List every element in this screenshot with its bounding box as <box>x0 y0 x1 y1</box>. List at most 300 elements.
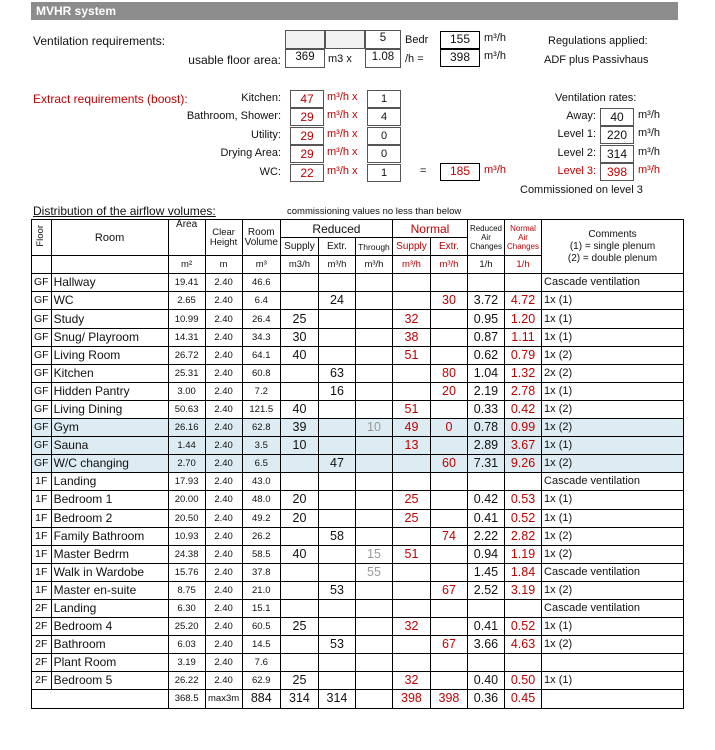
reduced-extract-cell <box>318 672 355 690</box>
per-hour-label: /h = <box>405 53 424 65</box>
normal-extract-cell: 80 <box>430 364 467 382</box>
area-cell: 8.75 <box>168 581 205 599</box>
normal-ach-cell <box>504 599 541 617</box>
height-cell: 2.40 <box>205 328 242 346</box>
room-volume-header: Room Volume <box>242 220 280 256</box>
area-cell: 24.38 <box>168 545 205 563</box>
table-row <box>32 545 684 563</box>
height-cell: 2.40 <box>205 310 242 328</box>
extract-rate-value: 47 <box>290 90 324 108</box>
through-cell <box>355 292 392 310</box>
normal-supply-cell <box>392 654 430 672</box>
rate-level-unit: m³/h <box>638 164 660 177</box>
through-cell <box>355 527 392 545</box>
extract-room-label: WC: <box>259 165 281 178</box>
reduced-supply-cell: 25 <box>280 618 318 636</box>
unit-normal-extr: m³/h <box>430 256 467 274</box>
floor-cell: GF <box>32 400 52 418</box>
area-cell: 26.22 <box>168 672 205 690</box>
area-cell: 26.72 <box>168 346 205 364</box>
volume-cell: 6.4 <box>242 292 280 310</box>
reduced-supply-cell: 40 <box>280 545 318 563</box>
normal-ach-cell <box>504 473 541 491</box>
extract-count-value: 0 <box>367 145 401 163</box>
reduced-extract-cell <box>318 563 355 581</box>
table-row <box>32 636 684 654</box>
height-cell: 2.40 <box>205 672 242 690</box>
total-normal-supply-cell: 398 <box>392 690 430 708</box>
reduced-supply-cell <box>280 274 318 292</box>
room-name-cell: Living Room <box>51 346 168 364</box>
reduced-supply-cell <box>280 636 318 654</box>
comments-title: Comments <box>588 228 637 240</box>
comment-cell: 1x (2) <box>542 545 684 563</box>
reduced-supply-cell <box>280 455 318 473</box>
total-area-cell: 368.5 <box>168 690 205 708</box>
table-row <box>32 618 684 636</box>
volume-cell: 43.0 <box>242 473 280 491</box>
volume-cell: 46.6 <box>242 274 280 292</box>
bedrooms-value: 5 <box>365 30 401 49</box>
normal-ach-header: Normal Air Changes <box>504 220 541 256</box>
reduced-supply-cell <box>280 581 318 599</box>
table-row <box>32 364 684 382</box>
rate-level-value: 398 <box>600 163 634 181</box>
volume-cell: 26.2 <box>242 527 280 545</box>
room-name-cell: Landing <box>51 473 168 491</box>
unit-normal-ach: 1/h <box>504 256 541 274</box>
floor-cell: 2F <box>32 672 52 690</box>
extract-count-value: 1 <box>367 90 401 108</box>
normal-extract-cell <box>430 672 467 690</box>
through-cell <box>355 400 392 418</box>
room-name-cell: Walk in Wardobe <box>51 563 168 581</box>
volume-cell: 64.1 <box>242 346 280 364</box>
normal-extract-cell <box>430 437 467 455</box>
normal-supply-cell <box>392 292 430 310</box>
height-cell: 2.40 <box>205 473 242 491</box>
total-height-cell: max3m <box>205 690 242 708</box>
unit-extr: m³/h <box>318 256 355 274</box>
normal-extract-cell <box>430 400 467 418</box>
comment-cell: 1x (1) <box>542 328 684 346</box>
through-cell <box>355 654 392 672</box>
height-cell: 2.40 <box>205 382 242 400</box>
extract-room-label: Kitchen: <box>241 92 281 104</box>
through-cell <box>355 437 392 455</box>
reduced-extract-cell <box>318 400 355 418</box>
normal-extract-cell <box>430 654 467 672</box>
total-normal-ach-cell: 0.45 <box>504 690 541 708</box>
reduced-supply-cell: 40 <box>280 346 318 364</box>
floor-cell: 1F <box>32 527 52 545</box>
units-room <box>51 256 168 274</box>
height-cell: 2.40 <box>205 346 242 364</box>
height-cell: 2.40 <box>205 563 242 581</box>
area-cell: 17.93 <box>168 473 205 491</box>
reduced-extract-cell: 16 <box>318 382 355 400</box>
total-normal-extract-cell: 398 <box>430 690 467 708</box>
reduced-ach-cell: 2.52 <box>467 581 504 599</box>
normal-supply-cell <box>392 563 430 581</box>
comment-cell: Cascade ventilation <box>542 473 684 491</box>
table-row <box>32 599 684 617</box>
normal-supply-cell: 51 <box>392 400 430 418</box>
extract-requirements-label: Extract requirements (boost): <box>33 92 188 106</box>
extract-rate-unit: m³/h x <box>327 164 358 177</box>
reduced-ach-cell: 0.41 <box>467 618 504 636</box>
table-row <box>32 437 684 455</box>
comment-cell: Cascade ventilation <box>542 599 684 617</box>
floor-cell: 1F <box>32 581 52 599</box>
room-name-cell: Study <box>51 310 168 328</box>
reduced-extract-cell: 47 <box>318 455 355 473</box>
table-body <box>32 274 684 708</box>
empty-cell <box>285 30 325 49</box>
reduced-ach-cell <box>467 599 504 617</box>
normal-extract-cell <box>430 328 467 346</box>
area-cell: 10.99 <box>168 310 205 328</box>
extract-room-label: Bathroom, Shower: <box>186 110 281 123</box>
through-cell <box>355 672 392 690</box>
area-cell: 6.30 <box>168 599 205 617</box>
through-cell <box>355 599 392 617</box>
extract-rate-unit: m³/h x <box>327 146 358 159</box>
floor-cell: GF <box>32 346 52 364</box>
height-cell: 2.40 <box>205 527 242 545</box>
normal-extract-cell: 0 <box>430 419 467 437</box>
reduced-header: Reduced <box>280 220 392 238</box>
normal-ach-cell: 0.52 <box>504 509 541 527</box>
extr-header: Extr. <box>318 238 355 256</box>
normal-ach-cell: 0.42 <box>504 400 541 418</box>
floor-cell: GF <box>32 364 52 382</box>
comment-cell: 1x (1) <box>542 437 684 455</box>
reduced-supply-cell: 25 <box>280 310 318 328</box>
normal-supply-cell: 25 <box>392 509 430 527</box>
through-cell <box>355 455 392 473</box>
height-cell: 2.40 <box>205 491 242 509</box>
comment-cell: Cascade ventilation <box>542 563 684 581</box>
m3x-label: m3 x <box>328 53 352 65</box>
normal-ach-cell <box>504 274 541 292</box>
reduced-supply-cell <box>280 527 318 545</box>
normal-ach-cell: 1.11 <box>504 328 541 346</box>
reduced-ach-cell: 3.72 <box>467 292 504 310</box>
reduced-extract-cell: 58 <box>318 527 355 545</box>
height-cell: 2.40 <box>205 437 242 455</box>
commissioned-text: Commissioned on level 3 <box>520 184 643 196</box>
reduced-ach-header: Reduced Air Changes <box>467 220 504 256</box>
room-name-cell: Gym <box>51 419 168 437</box>
comment-cell: 1x (2) <box>542 527 684 545</box>
area-cell: 19.41 <box>168 274 205 292</box>
reduced-supply-cell: 20 <box>280 491 318 509</box>
reduced-extract-cell <box>318 437 355 455</box>
extract-rate-unit: m³/h x <box>327 127 358 140</box>
normal-ach-cell: 1.32 <box>504 364 541 382</box>
floor-cell: 1F <box>32 509 52 527</box>
reduced-ach-cell: 2.22 <box>467 527 504 545</box>
room-name-cell: Bedroom 2 <box>51 509 168 527</box>
extract-count-value: 0 <box>367 127 401 145</box>
section-title: MVHR system <box>31 2 678 20</box>
normal-extract-cell <box>430 509 467 527</box>
reduced-ach-cell: 3.66 <box>467 636 504 654</box>
normal-ach-cell: 2.78 <box>504 382 541 400</box>
volume-cell: 15.1 <box>242 599 280 617</box>
area-cell: 1.44 <box>168 437 205 455</box>
volume-cell: 62.8 <box>242 419 280 437</box>
normal-supply-cell: 25 <box>392 491 430 509</box>
reduced-supply-cell: 40 <box>280 400 318 418</box>
reduced-ach-cell: 0.94 <box>467 545 504 563</box>
height-cell: 2.40 <box>205 455 242 473</box>
distribution-note: commissioning values no less than below <box>287 206 462 217</box>
reduced-supply-cell <box>280 563 318 581</box>
comment-cell: 1x (1) <box>542 618 684 636</box>
reduced-supply-cell <box>280 654 318 672</box>
through-cell: 15 <box>355 545 392 563</box>
ventilation-requirements-label: Ventilation requirements: <box>33 34 166 48</box>
rate-level-label: Level 3: <box>557 165 596 178</box>
normal-ach-cell: 3.67 <box>504 437 541 455</box>
normal-supply-cell: 13 <box>392 437 430 455</box>
floor-cell: GF <box>32 437 52 455</box>
comment-cell: 1x (1) <box>542 292 684 310</box>
normal-extract-cell <box>430 310 467 328</box>
normal-supply-cell <box>392 455 430 473</box>
height-cell: 2.40 <box>205 618 242 636</box>
normal-supply-cell <box>392 636 430 654</box>
clear-height-header: Clear Height <box>205 220 242 256</box>
unit-supply: m3/h <box>280 256 318 274</box>
extract-count-value: 4 <box>367 108 401 126</box>
normal-ach-cell: 3.19 <box>504 581 541 599</box>
volume-cell: 7.6 <box>242 654 280 672</box>
comment-cell: 2x (2) <box>542 364 684 382</box>
reduced-supply-cell <box>280 382 318 400</box>
normal-extract-cell: 74 <box>430 527 467 545</box>
normal-extract-cell <box>430 563 467 581</box>
normal-extract-cell: 67 <box>430 636 467 654</box>
room-name-cell: Bedroom 1 <box>51 491 168 509</box>
volume-cell: 34.3 <box>242 328 280 346</box>
area-cell: 25.20 <box>168 618 205 636</box>
volume-cell: 3.5 <box>242 437 280 455</box>
normal-supply-cell <box>392 473 430 491</box>
extract-rate-value: 29 <box>290 108 324 126</box>
rate-level-unit: m³/h <box>638 127 660 140</box>
table-row <box>32 563 684 581</box>
extract-count-value: 1 <box>367 164 401 182</box>
area-cell: 6.03 <box>168 636 205 654</box>
room-name-cell: Hidden Pantry <box>51 382 168 400</box>
reduced-extract-cell <box>318 419 355 437</box>
area-cell: 2.70 <box>168 455 205 473</box>
height-cell: 2.40 <box>205 654 242 672</box>
height-cell: 2.40 <box>205 292 242 310</box>
airflow-distribution-table <box>31 219 684 709</box>
floor-cell: 1F <box>32 491 52 509</box>
reduced-ach-cell: 0.78 <box>467 419 504 437</box>
reduced-ach-cell: 0.87 <box>467 328 504 346</box>
area-cell: 3.00 <box>168 382 205 400</box>
reduced-supply-cell: 10 <box>280 437 318 455</box>
comment-cell <box>542 654 684 672</box>
reduced-supply-cell: 39 <box>280 419 318 437</box>
comment-cell: 1x (1) <box>542 382 684 400</box>
table-row <box>32 491 684 509</box>
totals-label-cell <box>32 690 169 708</box>
floor-cell: GF <box>32 274 52 292</box>
normal-extract-cell: 30 <box>430 292 467 310</box>
table-row <box>32 672 684 690</box>
extract-rate-value: 29 <box>290 127 324 145</box>
volume-cell: 6.5 <box>242 455 280 473</box>
reduced-supply-cell <box>280 364 318 382</box>
reduced-extract-cell <box>318 346 355 364</box>
through-cell <box>355 509 392 527</box>
volume-cell: 58.5 <box>242 545 280 563</box>
bedroom-flow-value: 155 <box>440 31 480 49</box>
normal-supply-cell: 49 <box>392 419 430 437</box>
reduced-ach-cell: 0.33 <box>467 400 504 418</box>
room-name-cell: Plant Room <box>51 654 168 672</box>
room-name-cell: Hallway <box>51 274 168 292</box>
normal-supply-cell: 38 <box>392 328 430 346</box>
through-cell <box>355 310 392 328</box>
reduced-ach-cell: 0.40 <box>467 672 504 690</box>
normal-supply-header: Supply <box>392 238 430 256</box>
volume-cell: 48.0 <box>242 491 280 509</box>
normal-ach-cell: 0.50 <box>504 672 541 690</box>
area-cell: 50.63 <box>168 400 205 418</box>
normal-ach-cell: 2.82 <box>504 527 541 545</box>
table-row <box>32 419 684 437</box>
normal-supply-cell: 32 <box>392 310 430 328</box>
normal-supply-cell: 51 <box>392 545 430 563</box>
through-cell <box>355 274 392 292</box>
height-cell: 2.40 <box>205 274 242 292</box>
normal-ach-cell <box>504 654 541 672</box>
area-header: Area <box>168 220 205 256</box>
table-row <box>32 509 684 527</box>
reduced-extract-cell: 24 <box>318 292 355 310</box>
volume-cell: 21.0 <box>242 581 280 599</box>
height-cell: 2.40 <box>205 545 242 563</box>
through-cell <box>355 636 392 654</box>
normal-extract-cell <box>430 473 467 491</box>
floor-area-label: usable floor area: <box>188 53 281 67</box>
through-header: Through <box>355 238 392 256</box>
room-name-cell: Landing <box>51 599 168 617</box>
reduced-extract-cell <box>318 328 355 346</box>
reduced-extract-cell <box>318 274 355 292</box>
through-cell <box>355 581 392 599</box>
unit-through: m³/h <box>355 256 392 274</box>
normal-supply-cell <box>392 382 430 400</box>
reduced-extract-cell: 53 <box>318 636 355 654</box>
rate-level-value: 314 <box>600 145 634 163</box>
reduced-ach-cell <box>467 654 504 672</box>
reduced-supply-cell: 30 <box>280 328 318 346</box>
room-name-cell: Master Bedrm <box>51 545 168 563</box>
comment-cell: 1x (2) <box>542 400 684 418</box>
reduced-ach-cell: 7.31 <box>467 455 504 473</box>
reduced-extract-cell <box>318 491 355 509</box>
reduced-extract-cell <box>318 509 355 527</box>
reduced-extract-cell: 63 <box>318 364 355 382</box>
area-cell: 15.76 <box>168 563 205 581</box>
height-cell: 2.40 <box>205 581 242 599</box>
table-row <box>32 382 684 400</box>
floor-cell: 2F <box>32 636 52 654</box>
unit-height: m <box>205 256 242 274</box>
unit-label: m³/h <box>484 50 506 62</box>
comment-cell: 1x (1) <box>542 509 684 527</box>
total-through-cell <box>355 690 392 708</box>
rate-level-label: Level 2: <box>557 146 596 159</box>
total-volume-cell: 884 <box>242 690 280 708</box>
normal-extract-cell <box>430 618 467 636</box>
extract-rate-value: 22 <box>290 164 324 182</box>
height-cell: 2.40 <box>205 599 242 617</box>
reduced-extract-cell <box>318 599 355 617</box>
volume-cell: 37.8 <box>242 563 280 581</box>
area-cell: 20.00 <box>168 491 205 509</box>
rate-level-value: 40 <box>600 108 634 126</box>
normal-extract-cell: 60 <box>430 455 467 473</box>
total-reduced-extract-cell: 314 <box>318 690 355 708</box>
table-row <box>32 654 684 672</box>
total-reduced-supply-cell: 314 <box>280 690 318 708</box>
normal-supply-cell <box>392 599 430 617</box>
through-cell <box>355 491 392 509</box>
room-name-cell: WC <box>51 292 168 310</box>
through-cell <box>355 618 392 636</box>
normal-ach-cell: 9.26 <box>504 455 541 473</box>
area-cell: 25.31 <box>168 364 205 382</box>
room-name-cell: W/C changing <box>51 455 168 473</box>
rate-level-label: Level 1: <box>557 128 596 141</box>
volume-flow-value: 398 <box>440 49 480 67</box>
normal-supply-cell <box>392 274 430 292</box>
comment-cell: 1x (2) <box>542 346 684 364</box>
normal-extract-cell <box>430 346 467 364</box>
volume-cell: 14.5 <box>242 636 280 654</box>
rate-level-unit: m³/h <box>638 109 660 121</box>
height-cell: 2.40 <box>205 419 242 437</box>
normal-ach-cell: 0.99 <box>504 419 541 437</box>
table-row <box>32 292 684 310</box>
normal-extract-cell <box>430 545 467 563</box>
table-row <box>32 400 684 418</box>
equals-sign: = <box>420 165 427 177</box>
normal-ach-cell: 0.79 <box>504 346 541 364</box>
extract-rate-unit: m³/h x <box>327 91 358 103</box>
rate-level-unit: m³/h <box>638 145 660 158</box>
totals-row <box>32 690 684 708</box>
table-row <box>32 581 684 599</box>
comment-cell: 1x (2) <box>542 455 684 473</box>
reduced-ach-cell <box>467 274 504 292</box>
unit-reduced-ach: 1/h <box>467 256 504 274</box>
floor-cell: 2F <box>32 654 52 672</box>
reduced-extract-cell <box>318 545 355 563</box>
normal-supply-cell: 32 <box>392 672 430 690</box>
normal-ach-cell: 1.19 <box>504 545 541 563</box>
